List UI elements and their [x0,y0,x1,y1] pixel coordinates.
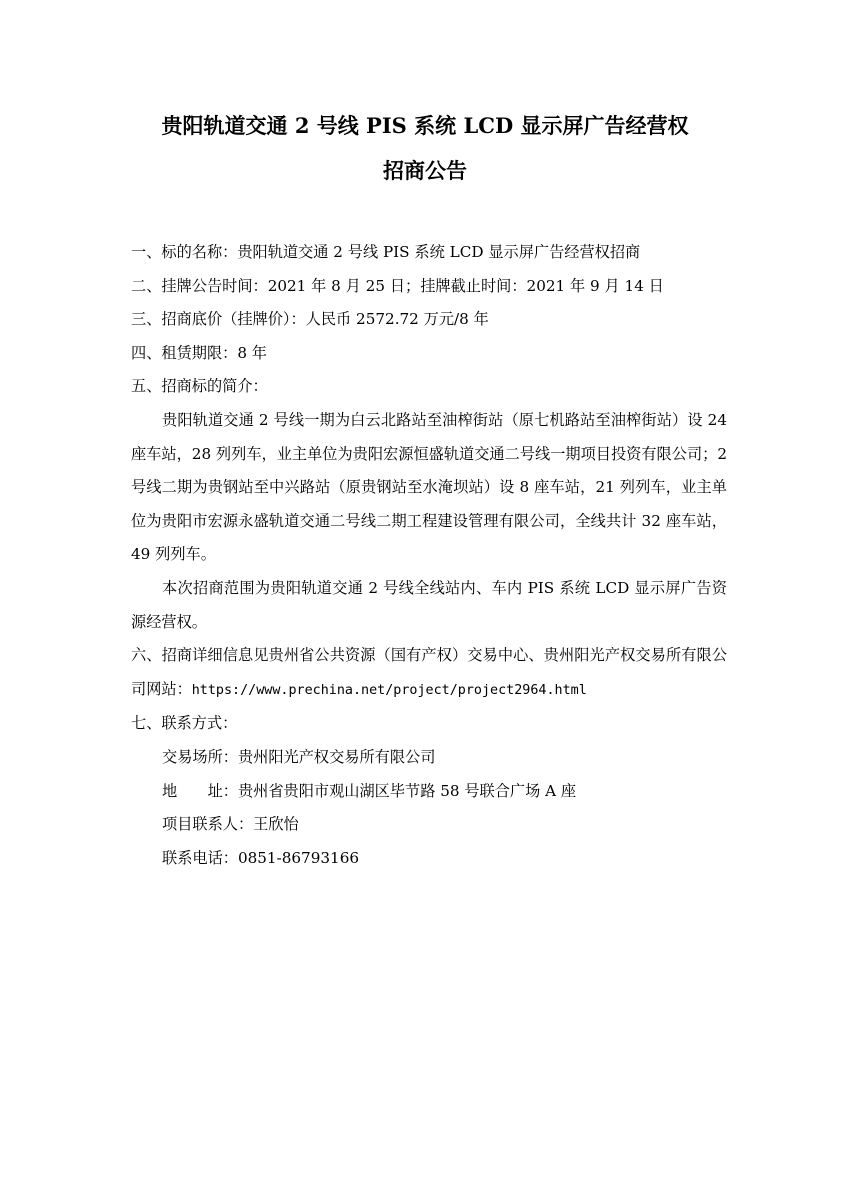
section-intro-heading: 五、招商标的简介： [131,377,268,396]
contact-phone: 联系电话：0851-86793166 [162,848,360,867]
section-contact-heading: 七、联系方式： [131,714,238,733]
section-subject-name: 一、标的名称：贵阳轨道交通 2 号线 PIS 系统 LCD 显示屏广告经营权招商 [131,243,641,261]
contact-address: 地 址：贵州省贵阳市观山湖区毕节路 58 号联合广场 A 座 [162,781,577,800]
document-subtitle: 招商公告 [383,158,467,183]
details-info-text: 六、招商详细信息见贵州省公共资源（国有产权）交易中心、贵州阳光产权交易所有限公司网站： [131,646,727,698]
project-url-link[interactable]: https://www.prechina.net/project/project2964.html [191,682,587,698]
section-listing-time: 二、挂牌公告时间：2021 年 8 月 25 日；挂牌截止时间：2021 年 9 月 14 日 [131,276,664,295]
contact-person: 项目联系人：王欣怡 [162,815,299,834]
section-intro-paragraph-2: 本次招商范围为贵阳轨道交通 2 号线全线站内、车内 PIS 系统 LCD 显示屏广告资源经营权。 [131,578,727,631]
contact-venue: 交易场所：贵州阳光产权交易所有限公司 [162,747,436,766]
section-details-info [131,639,727,707]
announcement-body [131,236,727,875]
section-lease-term: 四、租赁期限：8 年 [131,343,267,362]
section-reserve-price: 三、招商底价（挂牌价）：人民币 2572.72 万元/8 年 [131,310,489,329]
document-title: 贵阳轨道交通 2 号线 PIS 系统 LCD 显示屏广告经营权 [161,113,689,138]
section-intro-paragraph-1: 贵阳轨道交通 2 号线一期为白云北路站至油榨街站（原七机路站至油榨街站）设 24 座车站，28 列列车，业主单位为贵阳宏源恒盛轨道交通二号线一期项目投资有限公司；2 号线二期为贵钢站至中兴路站（原贵钢站至水淹坝站）设 8 座车站，21 列列车，业主单位为贵阳市宏源永盛轨道交通二号线二期工程建设管理有限公司，全线共计 32 座车站，49 列列车。 [131,410,727,564]
